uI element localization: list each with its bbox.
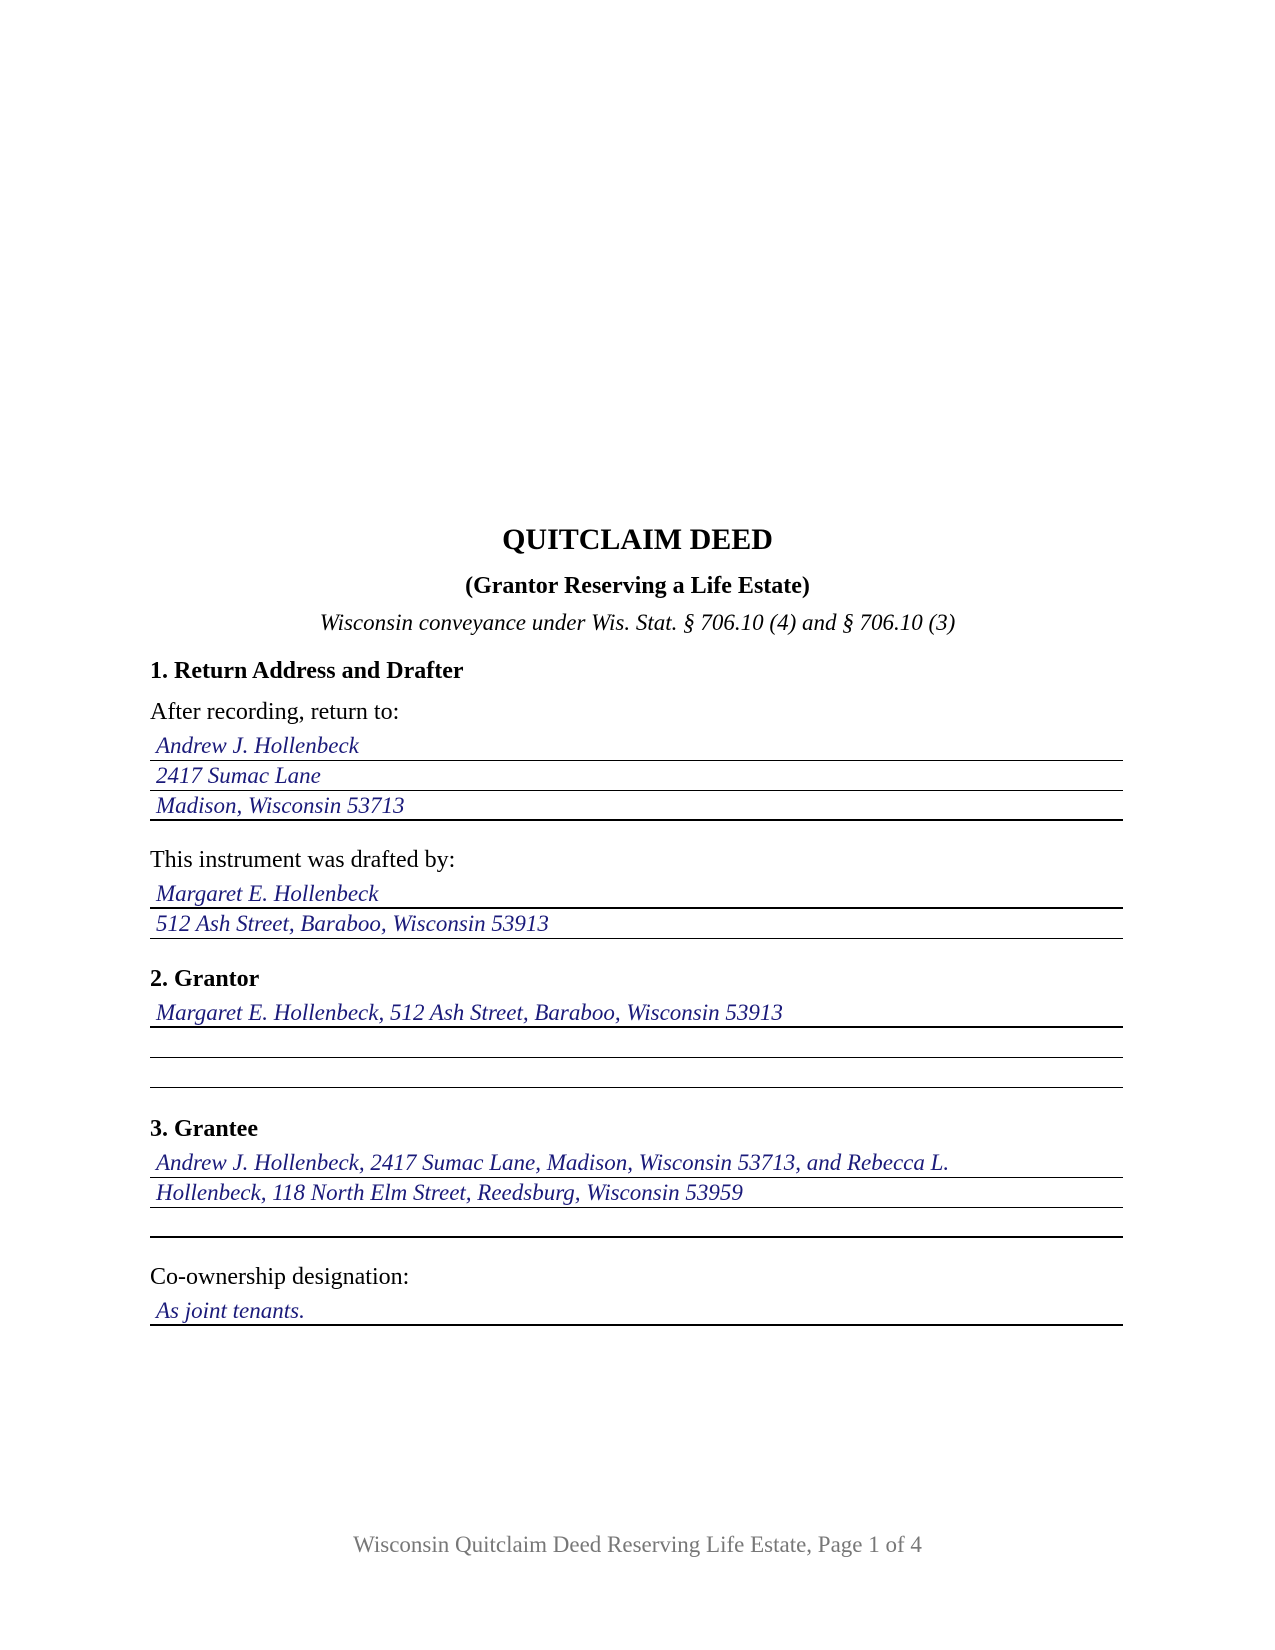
grantor-line-text: Margaret E. Hollenbeck, 512 Ash Street, Baraboo, Wisconsin 53913 <box>156 1000 783 1025</box>
return-address-line-text: Madison, Wisconsin 53713 <box>156 793 405 818</box>
drafter-line-1[interactable] <box>150 879 1123 909</box>
document-subtitle: (Grantor Reserving a Life Estate) <box>465 573 810 599</box>
return-address-line-text: 2417 Sumac Lane <box>156 763 321 788</box>
grantee-line-2[interactable] <box>150 1178 1123 1208</box>
return-address-line-2[interactable] <box>150 761 1123 791</box>
section-heading-grantee: 3. Grantee <box>150 1116 258 1142</box>
statute-reference: Wisconsin conveyance under Wis. Stat. § 706.10 (4) and § 706.10 (3) <box>319 610 956 635</box>
return-address-line-3[interactable] <box>150 791 1123 821</box>
coownership-label: Co-ownership designation: <box>150 1264 410 1290</box>
drafter-line-text: Margaret E. Hollenbeck <box>156 881 379 906</box>
coownership-value: As joint tenants. <box>156 1298 305 1323</box>
grantee-line-text: Hollenbeck, 118 North Elm Street, Reedsburg, Wisconsin 53959 <box>156 1180 743 1205</box>
drafter-line-2[interactable] <box>150 909 1123 939</box>
drafted-by-label: This instrument was drafted by: <box>150 847 456 873</box>
return-to-label: After recording, return to: <box>150 699 400 725</box>
grantor-line-1[interactable] <box>150 998 1123 1028</box>
document-title: QUITCLAIM DEED <box>502 523 773 556</box>
grantor-line-2[interactable] <box>150 1028 1123 1058</box>
grantee-line-text: Andrew J. Hollenbeck, 2417 Sumac Lane, Madison, Wisconsin 53713, and Rebecca L. <box>156 1150 950 1175</box>
coownership-field[interactable] <box>150 1296 1123 1326</box>
return-address-line-1[interactable] <box>150 731 1123 761</box>
grantee-line-1[interactable] <box>150 1148 1123 1178</box>
section-heading-return-address: 1. Return Address and Drafter <box>150 658 464 684</box>
drafter-line-text: 512 Ash Street, Baraboo, Wisconsin 53913 <box>156 911 549 936</box>
grantee-line-3[interactable] <box>150 1208 1123 1238</box>
return-address-line-text: Andrew J. Hollenbeck <box>156 733 359 758</box>
page-footer: Wisconsin Quitclaim Deed Reserving Life Estate, Page 1 of 4 <box>353 1532 922 1557</box>
section-heading-grantor: 2. Grantor <box>150 966 260 992</box>
grantor-line-3[interactable] <box>150 1058 1123 1088</box>
